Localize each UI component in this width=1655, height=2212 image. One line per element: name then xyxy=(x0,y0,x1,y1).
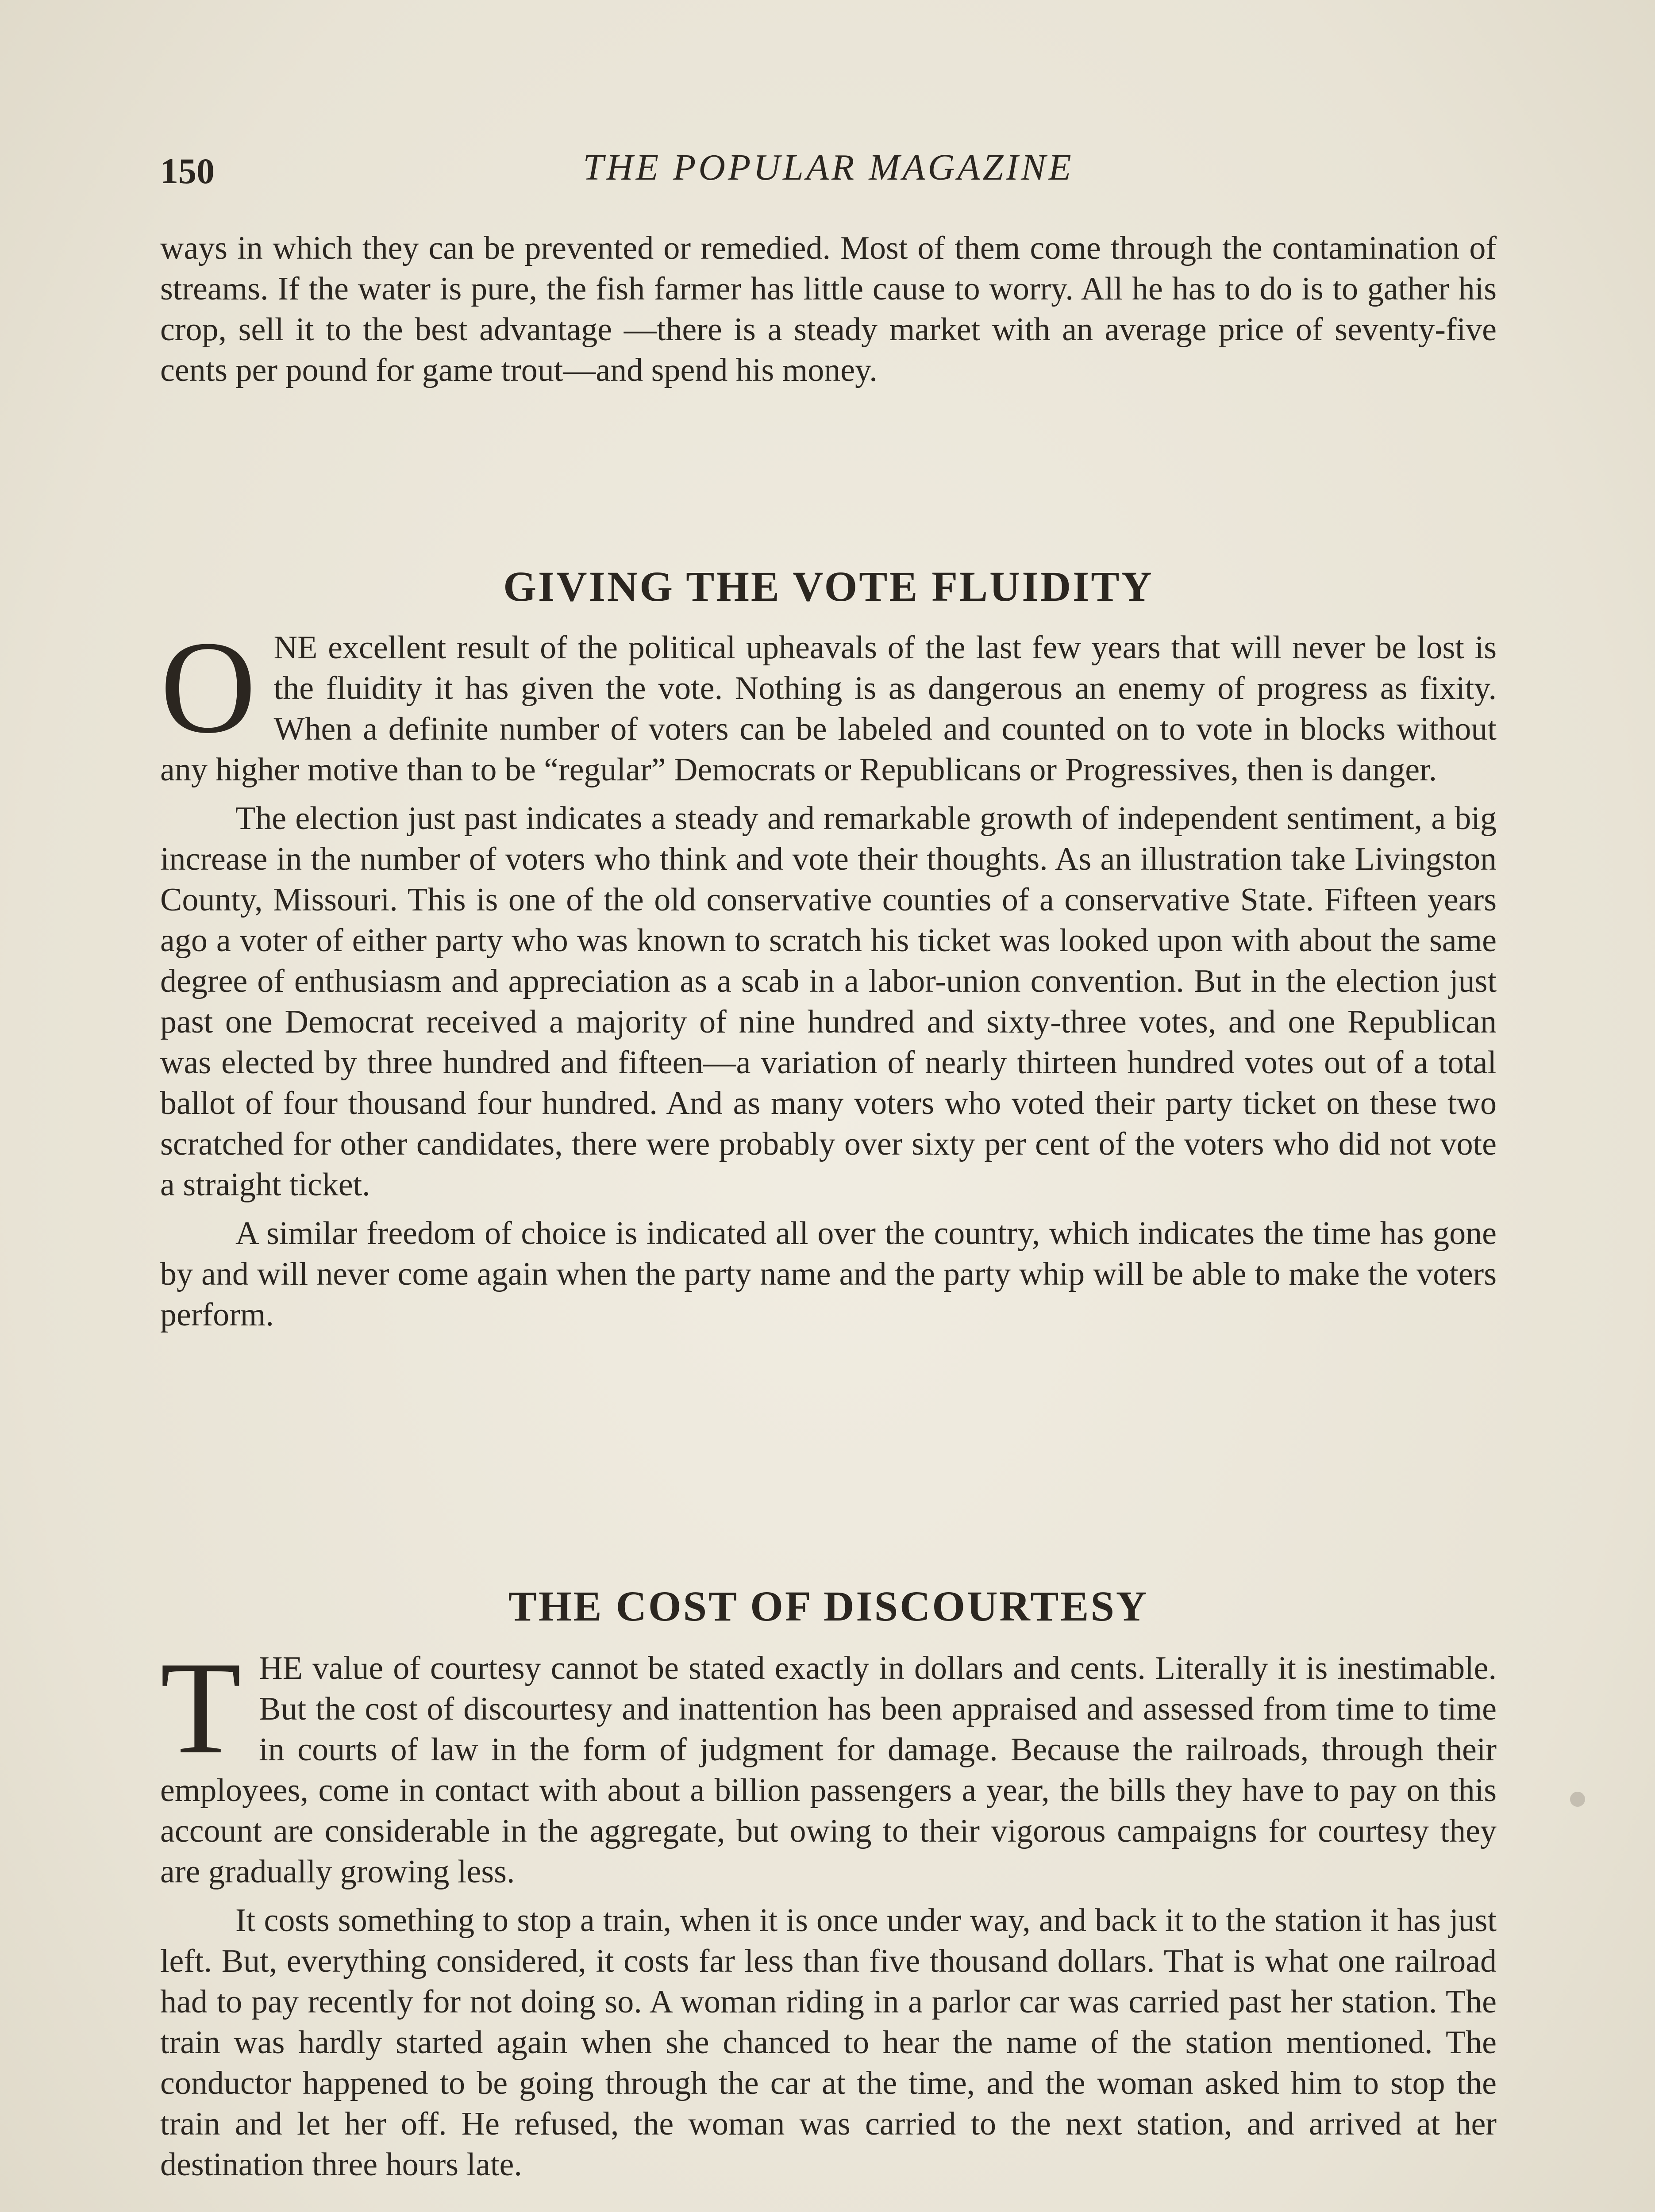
article2-headline: THE COST OF DISCOURTESY xyxy=(508,1582,1149,1630)
paper-spot xyxy=(1570,1792,1585,1807)
article1-headline: GIVING THE VOTE FLUIDITY xyxy=(503,563,1154,610)
magazine-title: THE POPULAR MAGAZINE xyxy=(583,147,1074,188)
dropcap-t: T xyxy=(160,1634,242,1781)
lead-paragraph: ways in which they can be prevented or remedied. Most of them come through the contamination of streams. If the water is pure, the fish farmer has little cause to worry. All he has to do is to gather his crop, sell it to the best advantage —there is a steady market with an average price of seventy-five cents per pound for game trout—and spend his money. xyxy=(160,230,1497,388)
page-number: 150 xyxy=(160,151,215,191)
article1-paragraph-3: A similar freedom of choice is indicated all over the country, which indicates the time has gone by and will never come again when the party name and the party whip will be able to make the voters perform. xyxy=(160,1215,1497,1333)
article2-body xyxy=(160,1634,1497,2185)
article2-paragraph-2: It costs something to stop a train, when it is once under way, and back it to the station it has just left. But, everything considered, it costs far less than five thousand dollars. That is what one railroad had to pay recently for not doing so. A woman riding in a parlor car was carried past her station. The train was hardly started again when she chanced to hear the name of the station mentioned. The conductor happened to be going through the car at the time, and the woman asked him to stop the train and let her off. He refused, the woman was carried to the next station, and arrived at her destination three hours late. xyxy=(160,1902,1497,2183)
article1-paragraph-1-text: NE excellent result of the political upheavals of the last few years that will never be lost is the fluidity it has given the vote. Nothing is as dangerous an enemy of progress as fixity. When a definite number of voters can be labeled and counted on to vote in blocks without any higher motive than to be “regular” Democrats or Republicans or Progressives, then is danger. xyxy=(160,630,1497,788)
article1-paragraph-2: The election just past indicates a steady and remarkable growth of independent sentiment, a big increase in the number of voters who think and vote their thoughts. As an illustration take Livingston County, Missouri. This is one of the old conservative counties of a conservative State. Fifteen years ago a voter of either party who was known to scratch his ticket was looked upon with about the same degree of enthusiasm and appreciation as a scab in a labor-union convention. But in the election just past one Democrat received a majority of nine hundred and sixty-three votes, and one Republican was elected by three hundred and fifteen—a variation of nearly thirteen hundred votes out of a total ballot of four thousand four hundred. And as many voters who voted their party ticket on these two scratched for other candidates, there were probably over sixty per cent of the voters who did not vote a straight ticket. xyxy=(160,800,1497,1203)
article1-paragraph-1 xyxy=(160,614,1497,790)
running-head xyxy=(160,146,1497,204)
article2-paragraph-1-text: HE value of courtesy cannot be stated exactly in dollars and cents. Literally it is inestimable. But the cost of discourtesy and inattention has been appraised and assessed from time to time in courts of law in the form of judgment for damage. Because the railroads, through their employees, come in contact with about a billion passengers a year, the bills they have to pay on this account are considerable in the aggregate, but owing to their vigorous campaigns for courtesy they are gradually growing less. xyxy=(160,1650,1497,1890)
continued-paragraph xyxy=(160,228,1497,391)
article1-body xyxy=(160,614,1497,1335)
article2-paragraph-1 xyxy=(160,1634,1497,1892)
dropcap-o: O xyxy=(160,614,256,760)
